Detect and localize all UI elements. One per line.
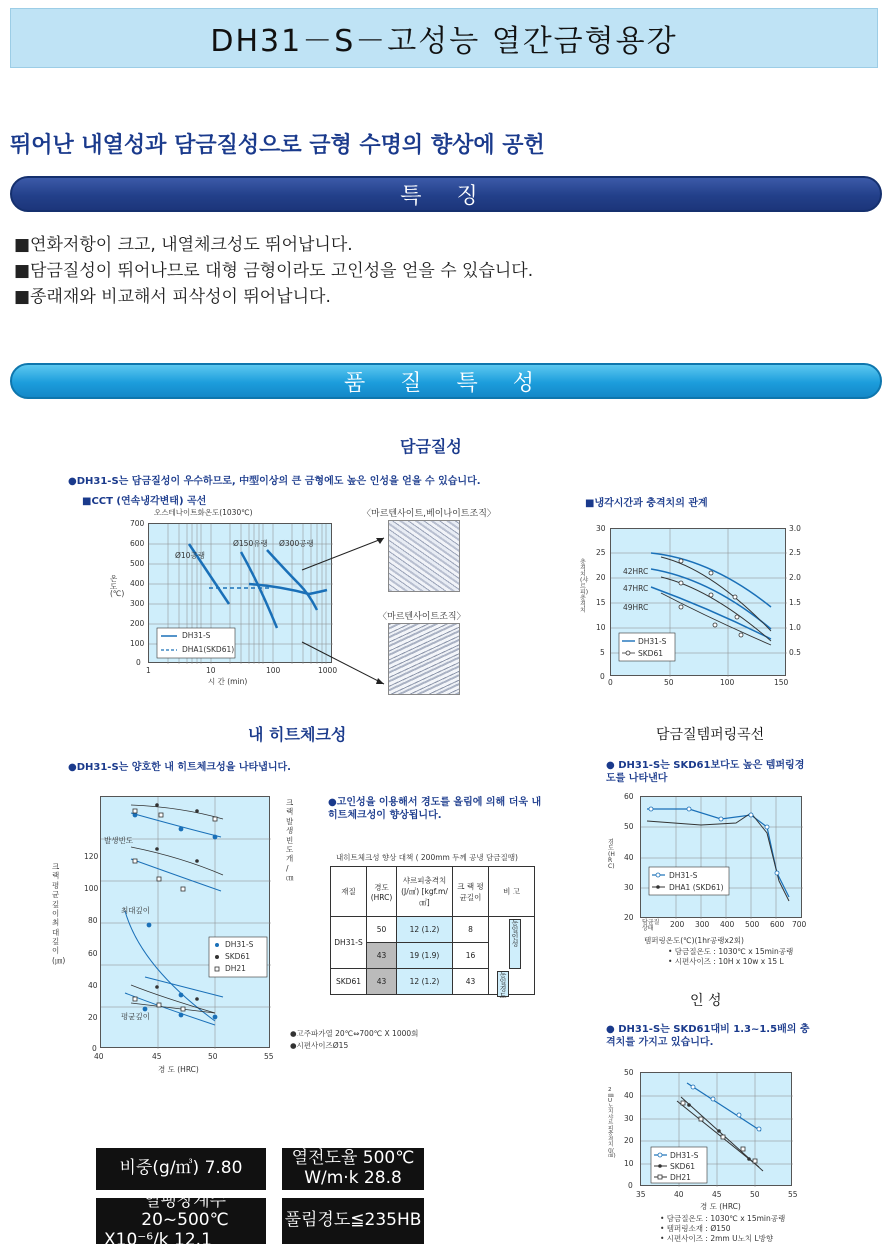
tempering-title: 담금질템퍼링곡선 xyxy=(656,727,765,743)
table-cell: DH31-S xyxy=(331,917,367,969)
cooling-legend-2: SKD61 xyxy=(638,649,663,658)
table-header: 비 고 xyxy=(489,867,535,917)
heatcheck-table xyxy=(330,866,535,1000)
tempering-chart xyxy=(606,790,806,970)
cooling-y2tick: 1.5 xyxy=(789,598,801,607)
cooling-ytick: 20 xyxy=(596,573,606,582)
toughness-ytick: 30 xyxy=(624,1114,634,1123)
tempering-xtick: 500 xyxy=(745,920,760,929)
toughness-ytick: 20 xyxy=(624,1136,634,1145)
heatcheck-plot xyxy=(100,796,270,1048)
cooling-y2tick: 1.0 xyxy=(789,623,801,632)
cct-ytick: 300 xyxy=(130,599,145,608)
toughness-legend-3: DH21 xyxy=(670,1173,691,1182)
spec-conductivity xyxy=(282,1148,424,1190)
spec-expansion-line2: X10⁻⁶/k 12.1 xyxy=(104,1229,212,1250)
heatcheck-ylabel: 크 랙 평 균 깊 이 최 대 깊 이 (㎛) xyxy=(52,862,66,965)
cooling-line-label-1: 42HRC xyxy=(623,567,649,576)
tempering-note: ● DH31-S는 SKD61보다도 높은 템퍼링경도를 나타낸다 xyxy=(606,760,805,784)
table-cell: 43 xyxy=(367,969,397,995)
cooling-legend-1: DH31-S xyxy=(638,637,667,646)
hardenability-note: ●DH31-S는 담금질성이 우수하므로, 中型이상의 큰 금형에도 높은 인성을 얻을 수 있습니다. xyxy=(68,476,481,487)
photo2-label: 〈마르텐사이트조직〉 xyxy=(378,612,466,622)
heatcheck-curve-label-1: 발생빈도 xyxy=(104,836,133,845)
tempering-xtick: 600 xyxy=(770,920,785,929)
toughness-ytick: 10 xyxy=(624,1159,634,1168)
heatcheck-y2label: 크 랙 발 생 빈 도 개 / ㎝ xyxy=(286,798,294,882)
heatcheck-xtick: 55 xyxy=(264,1052,274,1061)
cct-ylabel: 온 도 (℃) xyxy=(110,574,125,598)
cooling-ytick: 10 xyxy=(596,623,606,632)
heatcheck-ytick: 120 xyxy=(84,852,99,861)
cct-ytick: 0 xyxy=(136,658,141,667)
cct-ytick: 400 xyxy=(130,579,145,588)
tempering-ytick: 60 xyxy=(624,792,634,801)
page-title: DH31－S－고성능 열간금형용강 xyxy=(10,8,878,68)
tempering-xtick: 담금질 상태 xyxy=(642,919,660,932)
spec-conductivity-line1: 열전도율 500℃ xyxy=(291,1148,415,1169)
heatcheck-legend-1: DH31-S xyxy=(225,940,254,949)
cooling-ytick: 5 xyxy=(600,648,605,657)
cct-ytick: 600 xyxy=(130,539,145,548)
cct-subtitle: 오스테나이트화온도(1030℃) xyxy=(154,508,253,517)
table-cell: 43 xyxy=(453,969,489,995)
spec-conductivity-line2: W/m·k 28.8 xyxy=(304,1168,402,1188)
feature-3: ■종래재와 비교해서 피삭성이 뛰어납니다. xyxy=(14,287,331,307)
heatcheck-note: ●DH31-S는 양호한 내 히트체크성을 나타냅니다. xyxy=(68,762,291,773)
toughness-legend-2: SKD61 xyxy=(670,1162,695,1171)
cct-ann-2: Ø150유랭 xyxy=(233,539,268,548)
table-cell: 8 xyxy=(453,917,489,943)
cooling-ylabel: 충격치(샤르피) 충격치 xyxy=(580,559,589,614)
tempering-xtick: 300 xyxy=(695,920,710,929)
toughness-xtick: 50 xyxy=(750,1190,760,1199)
cooling-xtick: 150 xyxy=(774,678,789,687)
toughness-legend-1: DH31-S xyxy=(670,1151,699,1160)
tempering-plot xyxy=(640,796,802,918)
toughness-plot xyxy=(640,1072,792,1186)
table-header: 재질 xyxy=(331,867,367,917)
toughness-xtick: 35 xyxy=(636,1190,646,1199)
cct-xtick: 10 xyxy=(206,666,216,675)
tempering-ytick: 50 xyxy=(624,822,634,831)
tempering-ytick: 20 xyxy=(624,913,634,922)
table-header-row xyxy=(331,867,535,917)
heatcheck-table-title: 내히트체크성 향상 대책 ( 200mm 두께 공냉 담금질땡) xyxy=(336,853,518,862)
cooling-line-label-2: 47HRC xyxy=(623,584,649,593)
toughness-footnote-3: • 시편사이즈 : 2mm U노치 L방향 xyxy=(660,1234,774,1243)
cooling-xtick: 0 xyxy=(608,678,613,687)
table-row xyxy=(331,917,535,943)
micrograph-1 xyxy=(388,520,460,592)
heatcheck-xtick: 50 xyxy=(208,1052,218,1061)
cooling-y2tick: 2.5 xyxy=(789,548,801,557)
hardenability-title: 담금질성 xyxy=(400,437,462,456)
cooling-xtick: 50 xyxy=(664,678,674,687)
toughness-footnote-2: • 템퍼링소재 : Ø150 xyxy=(660,1224,731,1233)
tempering-footnote-1: • 담금질온도 : 1030℃ x 15min공랭 xyxy=(668,947,794,956)
heatcheck-legend-3: DH21 xyxy=(225,964,246,973)
tempering-legend-1: DH31-S xyxy=(669,871,698,880)
remark-same-hardness: 동일경도 xyxy=(497,971,509,997)
cooling-y2tick: 0.5 xyxy=(789,648,801,657)
cooling-plot xyxy=(610,528,786,676)
table-cell: SKD61 xyxy=(331,969,367,995)
table-cell: 12 (1.2) xyxy=(397,969,453,995)
features-header: 특 징 xyxy=(10,176,882,212)
heatcheck-ytick: 80 xyxy=(88,916,98,925)
toughness-xtick: 45 xyxy=(712,1190,722,1199)
tempering-ylabel: 경도(HRC) xyxy=(608,839,615,870)
toughness-xtick: 55 xyxy=(788,1190,798,1199)
cooling-label: ■냉각시간과 충격치의 관계 xyxy=(585,498,708,509)
cct-xtick: 1000 xyxy=(318,666,338,675)
cooling-ytick: 15 xyxy=(596,598,606,607)
heatcheck-curve-label-3: 평균깊이 xyxy=(121,1012,150,1021)
tempering-xtick: 700 xyxy=(792,920,807,929)
spec-annealed-hardness: 풀림경도≦235HB xyxy=(282,1198,424,1244)
spec-expansion xyxy=(96,1190,266,1250)
cct-ytick: 500 xyxy=(130,559,145,568)
heatcheck-ytick: 40 xyxy=(88,981,98,990)
tempering-footnote-2: • 시편사이즈 : 10H x 10w x 15 L xyxy=(668,957,784,966)
toughness-xtick: 40 xyxy=(674,1190,684,1199)
table-header: 경도 (HRC) xyxy=(367,867,397,917)
table-cell: 19 (1.9) xyxy=(397,943,453,969)
cct-legend-2: DHA1(SKD61) xyxy=(182,645,235,654)
cooling-y2tick: 2.0 xyxy=(789,573,801,582)
toughness-title: 인 성 xyxy=(690,993,722,1009)
cooling-xtick: 100 xyxy=(720,678,735,687)
photo1-label: 〈마르텐사이트,베이나이트조직〉 xyxy=(362,509,496,519)
cooling-ytick: 25 xyxy=(596,548,606,557)
cct-ytick: 200 xyxy=(130,619,145,628)
cct-xtick: 100 xyxy=(266,666,281,675)
tempering-xlabel: 템퍼링온도(℃)(1hr공랭x2회) xyxy=(644,936,744,945)
cooling-ytick: 30 xyxy=(596,524,606,533)
heatcheck-footnote-2: ●시편사이즈Ø15 xyxy=(290,1041,349,1050)
cct-legend-1: DH31-S xyxy=(182,631,211,640)
cct-ytick: 700 xyxy=(130,519,145,528)
cct-ann-3: Ø300공랭 xyxy=(279,539,314,548)
heatcheck-legend-2: SKD61 xyxy=(225,952,250,961)
heatcheck-footnote-1: ●고주파가열 20℃⇔700℃ X 1000회 xyxy=(290,1029,419,1038)
heatcheck-ytick: 0 xyxy=(92,1044,97,1053)
cct-xtick: 1 xyxy=(146,666,151,675)
heatcheck-ytick: 100 xyxy=(84,884,99,893)
feature-1: ■연화저항이 크고, 내열체크성도 뛰어납니다. xyxy=(14,235,353,255)
heatcheck-note2: ●고인성을 이용해서 경도를 올림에 의해 더욱 내 히트체크성이 향상됩니다. xyxy=(328,797,542,821)
heatcheck-curve-label-2: 최대깊이 xyxy=(121,906,150,915)
cct-ann-1: Ø10공랭 xyxy=(175,551,205,560)
heatcheck-chart xyxy=(50,792,310,1082)
feature-2: ■담금질성이 뛰어나므로 대형 금형이라도 고인성을 얻을 수 있습니다. xyxy=(14,261,534,281)
quality-header: 품 질 특 성 xyxy=(10,363,882,399)
table-cell: 50 xyxy=(367,917,397,943)
spec-expansion-line1: 열팽창계수 20~500℃ xyxy=(141,1190,229,1231)
cooling-line-label-3: 49HRC xyxy=(623,603,649,612)
heatcheck-xtick: 45 xyxy=(152,1052,162,1061)
toughness-ytick: 50 xyxy=(624,1068,634,1077)
heatcheck-title: 내 히트체크성 xyxy=(248,725,347,744)
cct-ytick: 100 xyxy=(130,639,145,648)
toughness-footnote-1: • 담금질온도 : 1030℃ x 15min공랭 xyxy=(660,1214,786,1223)
toughness-ytick: 40 xyxy=(624,1091,634,1100)
table-remarks xyxy=(489,917,535,1000)
micrograph-2 xyxy=(388,623,460,695)
heatcheck-xtick: 40 xyxy=(94,1052,104,1061)
headline: 뛰어난 내열성과 담금질성으로 금형 수명의 향상에 공헌 xyxy=(10,133,545,158)
toughness-chart xyxy=(606,1064,816,1252)
heatcheck-xlabel: 경 도 (HRC) xyxy=(158,1065,199,1074)
cooling-ytick: 0 xyxy=(600,672,605,681)
table-cell: 43 xyxy=(367,943,397,969)
cooling-chart xyxy=(580,520,800,700)
table-cell: 12 (1.2) xyxy=(397,917,453,943)
heatcheck-ytick: 60 xyxy=(88,949,98,958)
toughness-ytick: 0 xyxy=(628,1181,633,1190)
tempering-ytick: 30 xyxy=(624,883,634,892)
toughness-ylabel: 2㎜U노치샤르피충격치(J/㎠) xyxy=(608,1087,616,1159)
tempering-xtick: 400 xyxy=(720,920,735,929)
tempering-legend-2: DHA1 (SKD61) xyxy=(669,883,724,892)
toughness-note: ● DH31-S는 SKD61대비 1.3~1.5배의 충격치를 가지고 있습니다. xyxy=(606,1024,810,1048)
remark-same-toughness: 동일인성 xyxy=(509,919,521,969)
cct-xlabel: 시 간 (min) xyxy=(208,677,248,686)
cct-label: ■CCT (연속냉각변태) 곡선 xyxy=(82,496,207,507)
spec-density: 비중(g/㎥) 7.80 xyxy=(96,1148,266,1190)
heatcheck-ytick: 20 xyxy=(88,1013,98,1022)
table-header: 크 랙 평균길이 xyxy=(453,867,489,917)
arrows xyxy=(300,530,390,690)
table-header: 샤르피충격치 (J/㎠) [kgf.m/㎠] xyxy=(397,867,453,917)
tempering-xtick: 200 xyxy=(670,920,685,929)
cooling-y2tick: 3.0 xyxy=(789,524,801,533)
table-cell: 16 xyxy=(453,943,489,969)
toughness-xlabel: 경 도 (HRC) xyxy=(700,1202,741,1211)
tempering-ytick: 40 xyxy=(624,853,634,862)
